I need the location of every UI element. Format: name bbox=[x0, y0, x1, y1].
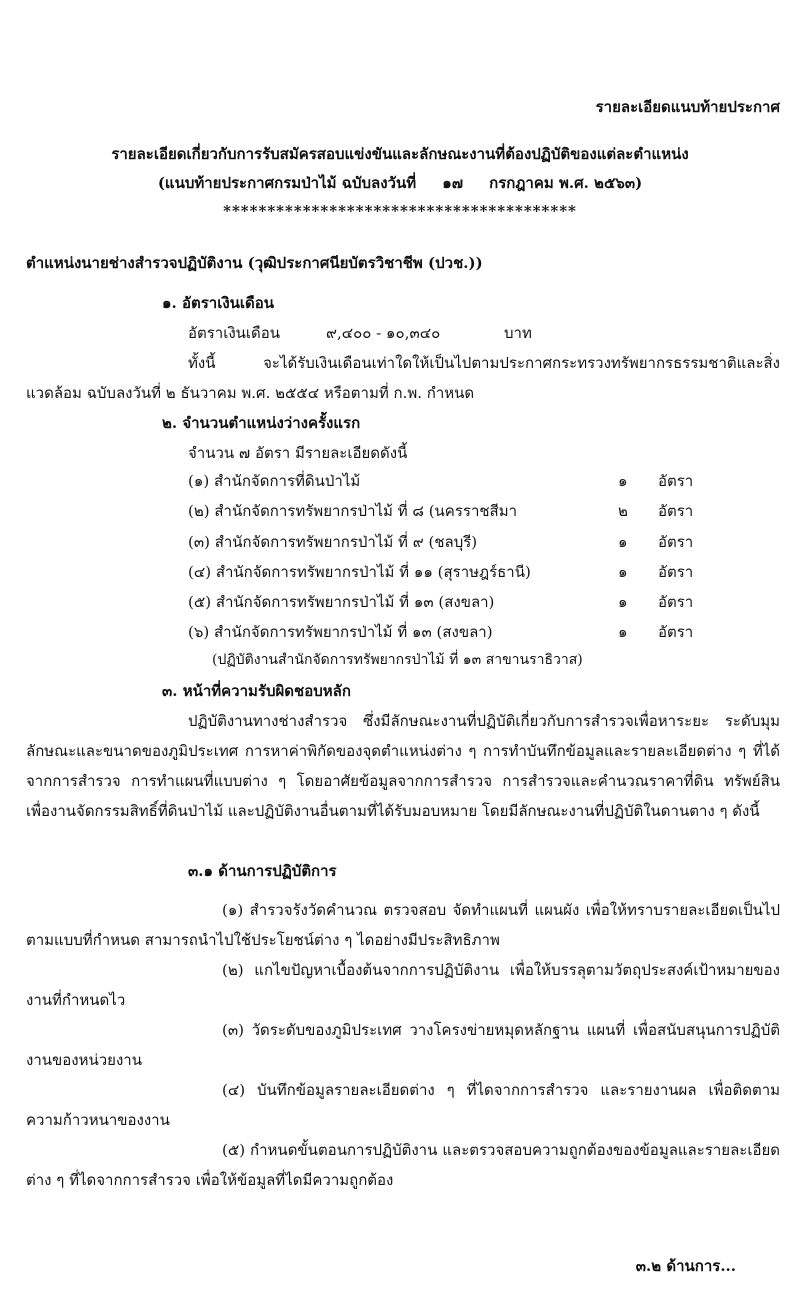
vacancy-office: (๓) สำนักจัดการทรัพยากรป่าไม้ ที่ ๙ (ชลบุรี) bbox=[188, 533, 478, 551]
vacancy-count: ๑ bbox=[618, 593, 628, 611]
vacancy-row bbox=[188, 561, 708, 591]
salary-note: ทั้งนี้ จะได้รับเงินเดือนเท่าใดให้เป็นไปตามประกาศกระทรวงทรัพยากรธรรมชาติและสิ่งแวดล้อม ฉบับลงวันที่ ๒ ธันวาคม พ.ศ. ๒๕๕๔ หรือตามที่ ก.พ. กำหนด bbox=[26, 354, 780, 402]
vacancy-unit: อัตรา bbox=[658, 593, 694, 611]
vacancy-intro: จำนวน ๗ อัตรา มีรายละเอียดดังนี้ bbox=[188, 444, 408, 462]
vacancy-count: ๑ bbox=[618, 472, 628, 490]
document-subtitle: (แนบท้ายประกาศกรมป่าไม้ ฉบับลงวันที่ ๑๗ กรกฎาคม พ.ศ. ๒๕๖๓) bbox=[157, 174, 643, 192]
vacancy-row bbox=[188, 500, 708, 530]
vacancy-row bbox=[188, 470, 708, 500]
vacancy-unit: อัตรา bbox=[658, 623, 694, 641]
section3-heading: ๓. หน้าที่ความรับผิดชอบหลัก bbox=[162, 682, 351, 700]
vacancy-office: (๖) สำนักจัดการทรัพยากรป่าไม้ ที่ ๑๓ (สงขลา) bbox=[188, 623, 493, 641]
vacancy-unit: อัตรา bbox=[658, 502, 694, 520]
vacancy-unit: อัตรา bbox=[658, 472, 694, 490]
continuation-marker: ๓.๒ ด้านการ... bbox=[635, 1257, 736, 1275]
vacancy-office: (๔) สำนักจัดการทรัพยากรป่าไม้ ที่ ๑๑ (สุราษฎร์ธานี) bbox=[188, 563, 531, 581]
position-title: ตำแหน่งนายช่างสำรวจปฏิบัติงาน (วุฒิประกาศนียบัตรวิชาชีพ (ปวช.)) bbox=[26, 254, 483, 272]
operations-heading: ๓.๑ ด้านการปฏิบัติการ bbox=[188, 862, 337, 880]
salary-unit: บาท bbox=[504, 324, 532, 342]
duty-item: (๓) วัดระดับของภูมิประเทศ วางโครงข่ายหมุดหลักฐาน แผนที่ เพื่อสนับสนุนการปฏิบัติงานของหน่วยงาน bbox=[26, 1021, 780, 1069]
section2-heading: ๒. จำนวนตำแหน่งว่างครั้งแรก bbox=[162, 414, 361, 432]
vacancy-office: (๒) สำนักจัดการทรัพยากรป่าไม้ ที่ ๘ (นครราชสีมา bbox=[188, 502, 518, 520]
vacancy-unit: อัตรา bbox=[658, 533, 694, 551]
vacancy-unit: อัตรา bbox=[658, 563, 694, 581]
salary-range: ๙,๔๐๐ - ๑๐,๓๔๐ bbox=[326, 324, 441, 342]
duty-item: (๔) บันทึกข้อมูลรายละเอียดต่าง ๆ ที่ไดจากการสำรวจ และรายงานผล เพื่อติดตามความก้าวหนาของงาน bbox=[26, 1081, 780, 1129]
duty-item: (๑) สำรวจรังวัดคำนวณ ตรวจสอบ จัดทำแผนที่ แผนผัง เพื่อให้ทราบรายละเอียดเป็นไปตามแบบที่กำหนด สามารถนำไปใช้ประโยชน์ต่าง ๆ ไดอย่างมีประสิทธิภาพ bbox=[26, 901, 780, 949]
vacancy-office: (๕) สำนักจัดการทรัพยากรป่าไม้ ที่ ๑๓ (สงขลา) bbox=[188, 593, 495, 611]
duty-item: (๕) กำหนดขั้นตอนการปฏิบัติงาน และตรวจสอบความถูกต้องของข้อมูลและรายละเอียดต่าง ๆ ที่ไดจากการสำรวจ เพื่อให้ข้อมูลที่ไดมีความถูกต้อง bbox=[26, 1141, 780, 1189]
duty-item: (๒) แกไขปัญหาเบื้องต้นจากการปฏิบัติงาน เพื่อให้บรรลุตามวัตถุประสงค์เป้าหมายของงานที่กำหนดไว bbox=[26, 961, 780, 1009]
vacancy-count: ๑ bbox=[618, 563, 628, 581]
vacancy-row bbox=[188, 621, 708, 651]
vacancy-count: ๑ bbox=[618, 623, 628, 641]
section1-heading: ๑. อัตราเงินเดือน bbox=[162, 294, 275, 312]
vacancy-row bbox=[188, 531, 708, 561]
vacancy-footnote: (ปฏิบัติงานสำนักจัดการทรัพยากรป่าไม้ ที่ ๑๓ สาขานราธิวาส) bbox=[212, 652, 583, 668]
salary-label: อัตราเงินเดือน bbox=[188, 324, 281, 342]
vacancy-count: ๑ bbox=[618, 533, 628, 551]
vacancy-row bbox=[188, 591, 708, 621]
vacancy-count: ๒ bbox=[618, 502, 628, 520]
vacancy-office: (๑) สำนักจัดการที่ดินป่าไม้ bbox=[188, 472, 361, 490]
document-title: รายละเอียดเกี่ยวกับการรับสมัครสอบแข่งขันและลักษณะงานที่ต้องปฏิบัติของแต่ละตำแหน่ง bbox=[111, 145, 689, 163]
divider: **************************************** bbox=[223, 202, 577, 220]
responsibility-body: ปฏิบัติงานทางช่างสำรวจ ซึ่งมีลักษณะงานที่ปฏิบัติเกี่ยวกับการสำรวจเพื่อหาระยะ ระดับมุม ลักษณะและขนาดของภูมิประเทศ การหาค่าพิกัดของจุดตำแหน่งต่าง ๆ การทำบันทึกข้อมูลและรายละเอียดต่าง ๆ ที่ได้จากการสำรวจ การทำแผนที่แบบต่าง ๆ โดยอาศัยข้อมูลจากการสำรวจ การสำรวจและคำนวณราคาที่ดิน ทรัพย์สิน เพื่องานจัดกรรมสิทธิ์ที่ดินป่าไม้ และปฏิบัติงานอื่นตามที่ได้รับมอบหมาย โดยมีลักษณะงานที่ปฏิบัติในดานตาง ๆ ดังนี้ bbox=[26, 712, 780, 820]
attachment-label: รายละเอียดแนบท้ายประกาศ bbox=[595, 98, 780, 116]
